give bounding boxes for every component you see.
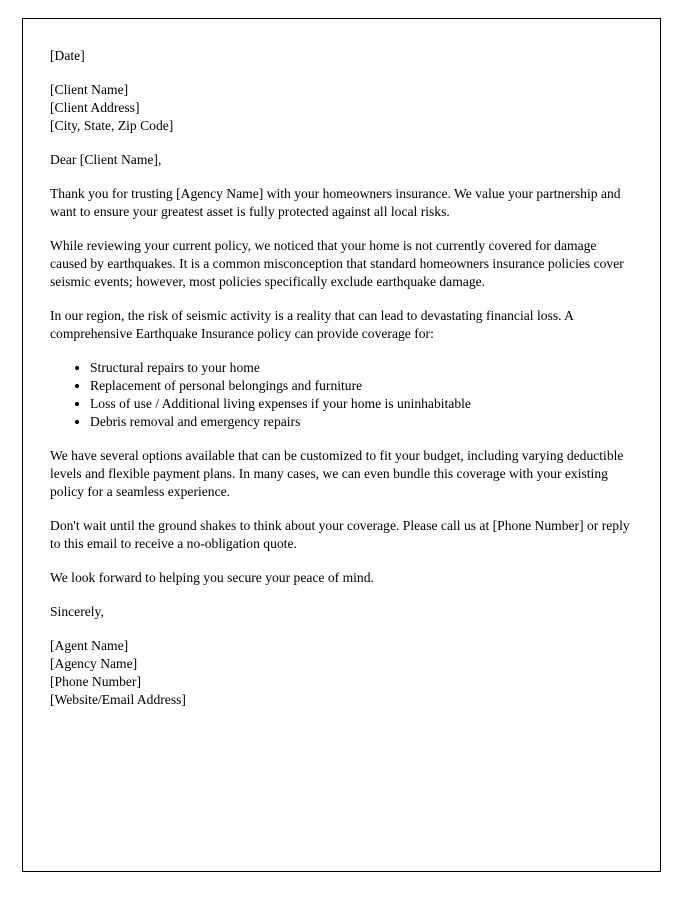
- date-placeholder: [Date]: [50, 48, 85, 63]
- signature-website-email: [Website/Email Address]: [50, 692, 186, 707]
- signature-agent-name: [Agent Name]: [50, 638, 129, 653]
- recipient-block: [50, 81, 630, 135]
- paragraph-call-to-action: Don't wait until the ground shakes to think about your coverage. Please call us at [Phone Number] or reply to this email to receive a no-obligation quote.: [50, 518, 630, 551]
- bullet-personal-belongings: • Replacement of personal belongings and furniture: [90, 377, 630, 395]
- signature-block: [50, 637, 630, 709]
- paragraph-intro: Thank you for trusting [Agency Name] with your homeowners insurance. We value your partnership and want to ensure your greatest asset is fully protected against all local risks.: [50, 186, 621, 219]
- bullet-structural-repairs: • Structural repairs to your home: [90, 359, 630, 377]
- paragraph-peace-of-mind: We look forward to helping you secure your peace of mind.: [50, 570, 374, 585]
- signature-agency-name: [Agency Name]: [50, 656, 138, 671]
- signature-phone-number: [Phone Number]: [50, 674, 141, 689]
- closing: Sincerely,: [50, 604, 104, 619]
- recipient-name: [Client Name]: [50, 82, 129, 97]
- paragraph-seismic-risk: In our region, the risk of seismic activity is a reality that can lead to devastating financial loss. A comprehensive Earthquake Insurance policy can provide coverage for:: [50, 308, 574, 341]
- recipient-address: [Client Address]: [50, 100, 140, 115]
- coverage-bullet-list: [50, 359, 630, 431]
- letter-document: [22, 18, 661, 872]
- paragraph-coverage-gap: While reviewing your current policy, we noticed that your home is not currently covered for damage caused by earthquakes. It is a common misconception that standard homeowners insurance policies cover seismic events; however, most policies specifically exclude earthquake damage.: [50, 238, 624, 289]
- bullet-debris-removal: • Debris removal and emergency repairs: [90, 413, 630, 431]
- bullet-loss-of-use: • Loss of use / Additional living expenses if your home is uninhabitable: [90, 395, 630, 413]
- paragraph-options: We have several options available that can be customized to fit your budget, including varying deductible levels and flexible payment plans. In many cases, we can even bundle this coverage with your existing policy for a seamless experience.: [50, 448, 624, 499]
- salutation: Dear [Client Name],: [50, 152, 162, 167]
- recipient-city-state-zip: [City, State, Zip Code]: [50, 118, 174, 133]
